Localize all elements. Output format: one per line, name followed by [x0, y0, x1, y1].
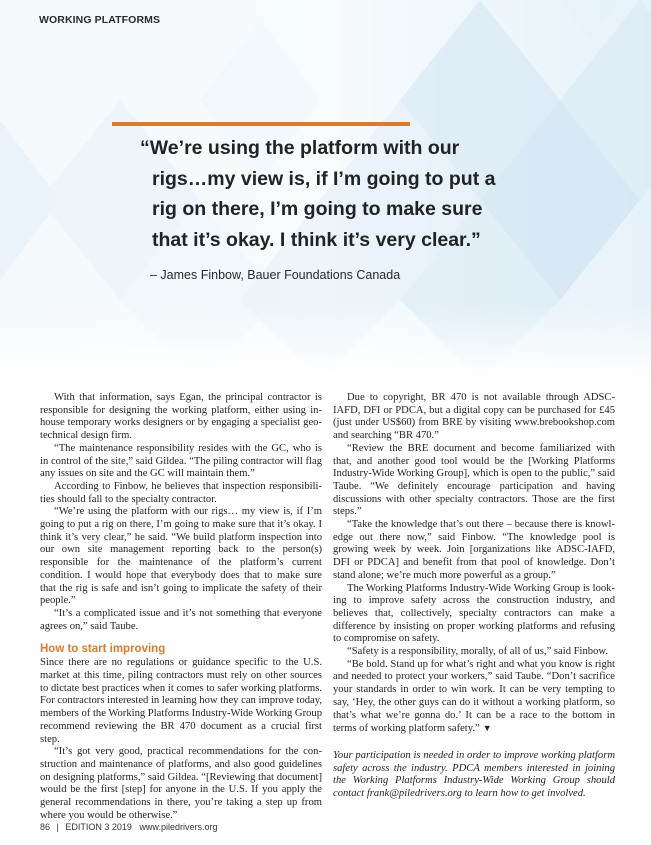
end-mark-icon: ▼: [482, 723, 492, 734]
pull-quote-line: “We’re using the platform with our: [140, 137, 460, 159]
pull-quote-line: that it’s okay. I think it’s very clear.”: [152, 228, 481, 251]
pull-quote-line: rigs…my view is, if I’m going to put a: [152, 167, 496, 190]
paragraph: “The maintenance responsibility resides with the GC, who is in control of the site,” said Gildea. “The piling contractor will flag any issues on site and the GC will maintain them.”: [40, 442, 322, 480]
subheading: How to start improving: [40, 643, 166, 656]
paragraph: “Review the BRE document and become familiarized with that, and another good tool would be the [Working Platforms Industry-Wide Working Group], which is open to the public,” said Taube. “We definitely encourage participation and having discussions with other specialty contractors. Those are the first steps.”: [333, 442, 615, 518]
accent-rule: [112, 122, 410, 126]
paragraph: “Safety is a responsibility, morally, of all of us,” said Finbow.: [347, 646, 608, 658]
pull-quote: [140, 133, 520, 255]
edition-label: EDITION 3 2019: [65, 822, 132, 832]
paragraph: The Working Platforms Industry-Wide Working Group is looking to improve safety across the construction industry, and believes that, collectively, specialty contractors can make a difference by insisting on proper working platforms and refusing to compromise on safety.: [333, 582, 615, 645]
paragraph: “It’s a complicated issue and it’s not something that everyone agrees on,” said Taube.: [40, 607, 322, 632]
footer-separator: |: [56, 822, 59, 832]
page-footer: [40, 822, 217, 832]
paragraph: Since there are no regulations or guidance specific to the U.S. market at this time, piling contractors must rely on other sources to dictate best practices when it comes to safer working platforms. For contractors interested in learning how they can improve today, members of the Working Platforms Industry-Wide Working Group recommend reviewing the BR 470 document as a crucial first step.: [40, 657, 322, 745]
right-column: [333, 392, 615, 801]
left-column: [40, 392, 322, 823]
pull-quote-line: rig on there, I’m going to make sure: [152, 198, 483, 220]
paragraph: Due to copyright, BR 470 is not available through ADSC-IAFD, DFI or PDCA, but a digital copy can be purchased for £45 (just under US$60) from BRE by visiting www.brebookshop.com and searching “BR 470.”: [333, 392, 615, 442]
pull-quote-attribution: – James Finbow, Bauer Foundations Canada: [150, 268, 401, 282]
paragraph-text: “Be bold. Stand up for what’s right and what you know is right and needed to protect your workers,” said Taube. “Don’t sacrifice your standards in order to win work. It can be very tempting to say, ‘Hey, the other guys can do it without a working platform, so that’s what we’re gonna do.’ It can be a race to the bottom in terms of working platform safety.”: [333, 658, 615, 735]
paragraph-final: [333, 659, 615, 736]
paragraph: “Take the knowledge that’s out there – because there is knowledge out there now,” said Finbow. “The knowledge pool is growing week by week. Join [organizations like ADSC-IAFD, DFI or PDCA] and benefit from that pool of knowledge. Don’t stand alone; we’re much more powerful as a group.”: [333, 519, 615, 581]
page-number: 86: [40, 822, 51, 832]
paragraph: “It’s got very good, practical recommendations for the construction and maintenance of platforms, and also good guidelines on designing platforms,” said Gildea. “[Reviewing that document] would be the first [step] for anyone in the U.S. If you apply the general recommendations in there, you’re taking a step up from where you would be otherwise.”: [40, 746, 322, 821]
website-link[interactable]: www.piledrivers.org: [139, 822, 218, 832]
paragraph: “We’re using the platform with our rigs… my view is, if I’m going to put a rig on there, I’m going to make sure that it’s okay. I think it’s very clear,” he said. “We build platform inspection into our own site management reporting back to the person(s) responsible for the maintenance of the platform’s current condition. I would hope that everybody does that to make sure that the rig is safe and isn’t going to implicate the safety of their people.”: [40, 506, 322, 607]
paragraph: With that information, says Egan, the principal contractor is responsible for designing the working platform, either using inhouse temporary works designers or by engaging a specialist geotechnical design firm.: [40, 392, 322, 442]
section-label: WORKING PLATFORMS: [39, 14, 161, 26]
participation-note: Your participation is needed in order to improve working platform safety across the industry. PDCA members interested in joining the Working Platforms Industry-Wide Working Group should contact frank@piledrivers.org to learn how to get involved.: [333, 749, 615, 800]
paragraph: According to Finbow, he believes that inspection responsibilities should fall to the specialty contractor.: [40, 480, 322, 505]
